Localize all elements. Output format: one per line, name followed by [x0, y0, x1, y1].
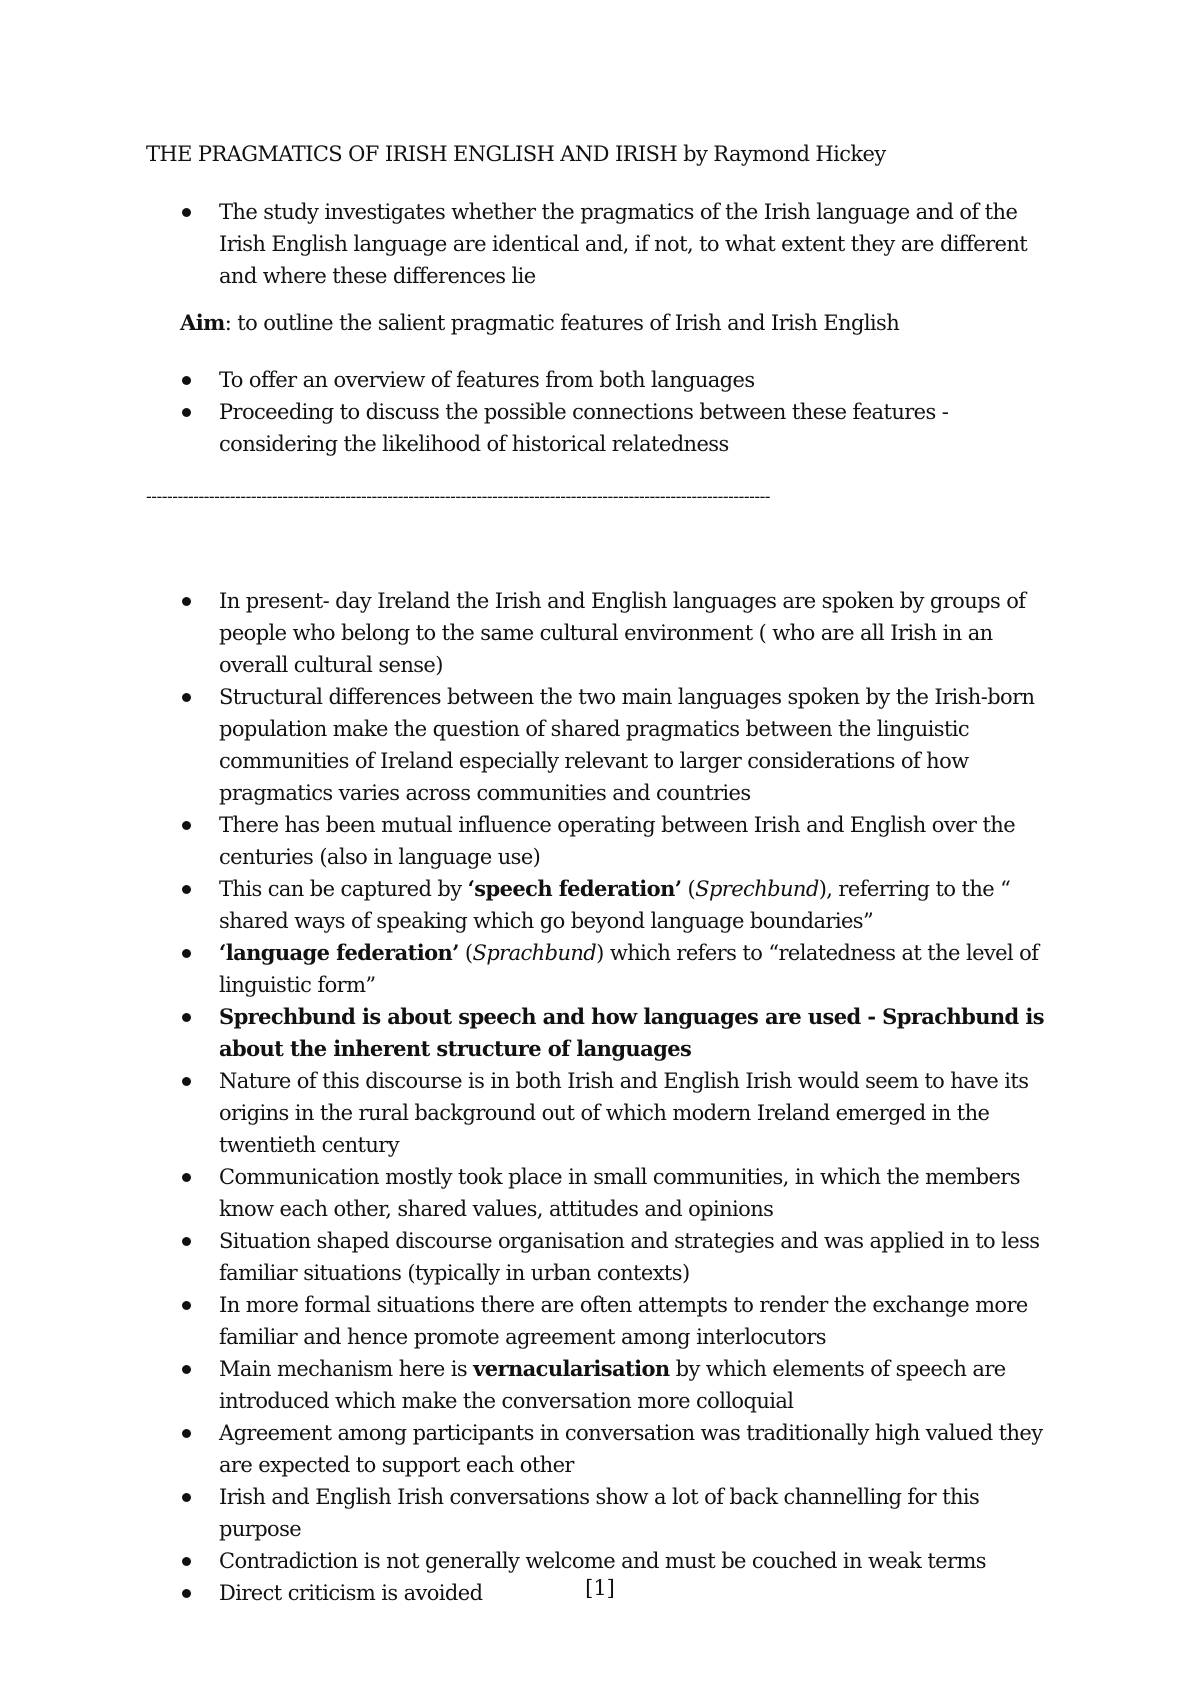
list-item: Main mechanism here is vernacularisation by which elements of speech are introduced which make the conversation more colloquial: [0, 1353, 1200, 1417]
bullet-icon: [182, 1365, 191, 1374]
list-item: Contradiction is not generally welcome and must be couched in weak terms: [0, 1545, 1200, 1577]
bullet-icon: [182, 1301, 191, 1310]
list-item: The study investigates whether the pragmatics of the Irish language and of the Irish English language are identical and, if not, to what extent they are different and where these differences lie: [0, 196, 1200, 292]
list-item: Structural differences between the two main languages spoken by the Irish-born population make the question of shared pragmatics between the linguistic communities of Ireland especially relevant to larger considerations of how pragmatics varies across communities and countries: [0, 681, 1200, 809]
term-vernacularisation: vernacularisation: [473, 1356, 670, 1381]
bullet-icon: [182, 1077, 191, 1086]
list-item: Proceeding to discuss the possible connections between these features - considering the likelihood of historical relatedness: [0, 396, 1200, 460]
aim-text: : to outline the salient pragmatic features of Irish and Irish English: [224, 311, 900, 335]
list-item: In present- day Ireland the Irish and English languages are spoken by groups of people who belong to the same cultural environment ( who are all Irish in an overall cultural sense): [0, 585, 1200, 681]
bullet-icon: [182, 1493, 191, 1502]
list-item: Nature of this discourse is in both Irish and English Irish would seem to have its origins in the rural background out of which modern Ireland emerged in the twentieth century: [0, 1065, 1200, 1161]
bullet-icon: [182, 1557, 191, 1566]
intro-list: [0, 196, 1200, 292]
bullet-icon: [182, 1013, 191, 1022]
list-item: Irish and English Irish conversations show a lot of back channelling for this purpose: [0, 1481, 1200, 1545]
term-sprechbund: Sprechbund: [695, 877, 819, 901]
key-point: Sprechbund is about speech and how languages are used - Sprachbund is about the inherent structure of languages: [219, 1004, 1044, 1061]
term-language-federation: ‘language federation’: [219, 940, 459, 965]
bullet-icon: [182, 597, 191, 606]
list-item: ‘language federation’ (Sprachbund) which refers to “relatedness at the level of linguistic form”: [0, 937, 1200, 1001]
bullet-icon: [182, 1173, 191, 1182]
list-item: Agreement among participants in conversation was traditionally high valued they are expected to support each other: [0, 1417, 1200, 1481]
dashed-divider: -----------------------------------------------------------------------------------------------------------------------: [146, 487, 771, 507]
bullet-icon: [182, 408, 191, 417]
list-item: This can be captured by ‘speech federation’ (Sprechbund), referring to the “ shared ways of speaking which go beyond language boundaries”: [0, 873, 1200, 937]
list-item: In more formal situations there are often attempts to render the exchange more familiar and hence promote agreement among interlocutors: [0, 1289, 1200, 1353]
page-number: [1]: [585, 1576, 615, 1600]
bullet-icon: [182, 1429, 191, 1438]
bullet-icon: [182, 1237, 191, 1246]
bullet-icon: [182, 949, 191, 958]
bullet-icon: [182, 885, 191, 894]
aim-list: [0, 364, 1200, 460]
bullet-icon: [182, 693, 191, 702]
list-item: Direct criticism is avoided: [0, 1577, 1200, 1609]
aim-line: [180, 310, 899, 335]
bullet-icon: [182, 821, 191, 830]
list-item: Communication mostly took place in small communities, in which the members know each other, shared values, attitudes and opinions: [0, 1161, 1200, 1225]
document-title: THE PRAGMATICS OF IRISH ENGLISH AND IRISH by Raymond Hickey: [146, 142, 886, 166]
list-item: [0, 1001, 1200, 1065]
list-item: Situation shaped discourse organisation and strategies and was applied in to less familiar situations (typically in urban contexts): [0, 1225, 1200, 1289]
list-item: To offer an overview of features from both languages: [0, 364, 1200, 396]
main-list: [0, 585, 1200, 1609]
term-sprachbund: Sprachbund: [472, 941, 597, 965]
bullet-icon: [182, 376, 191, 385]
bullet-icon: [182, 208, 191, 217]
aim-label: Aim: [180, 310, 225, 335]
term-speech-federation: ‘speech federation’: [467, 876, 682, 901]
list-item: There has been mutual influence operating between Irish and English over the centuries (also in language use): [0, 809, 1200, 873]
